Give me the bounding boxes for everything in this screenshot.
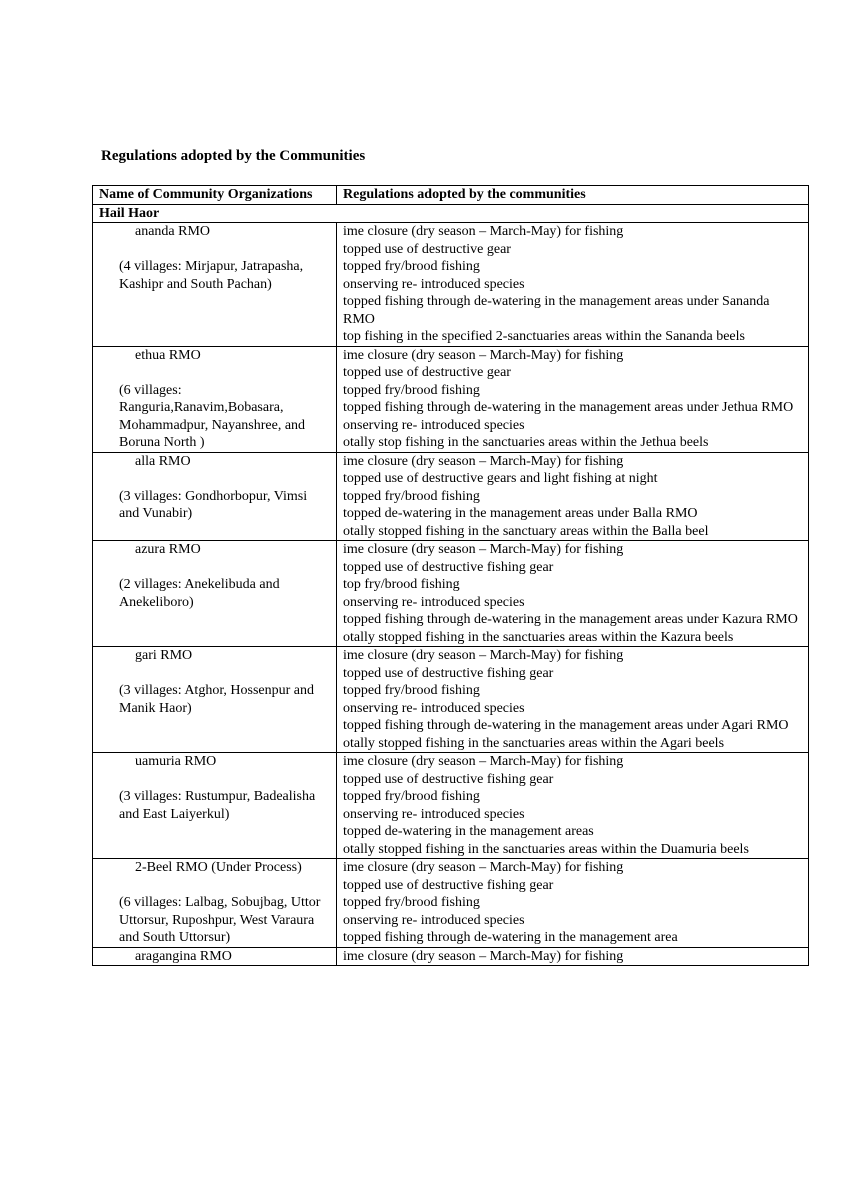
regulation-item: onserving re- introduced species: [343, 417, 525, 433]
org-name: aragangina RMO: [135, 948, 232, 964]
regulation-item: ime closure (dry season – March-May) for fishing: [343, 948, 624, 964]
regulation-item: top fry/brood fishing: [343, 577, 460, 592]
regulation-item: topped fishing through de-watering in the management areas under Jethua RMO: [343, 400, 794, 415]
section-label: Hail Haor: [93, 204, 809, 223]
regulation-item: onserving re- introduced species: [343, 700, 525, 716]
table-row: [93, 223, 809, 347]
table-row: [93, 647, 809, 753]
regulation-item: otally stopped fishing in the sanctuary areas within the Balla beel: [343, 523, 709, 539]
org-villages: (3 villages: Rustumpur, Badealisha and East Laiyerkul): [119, 789, 316, 822]
table-header-row: [93, 186, 809, 205]
table-row: [93, 753, 809, 859]
org-name: 2-Beel RMO (Under Process): [135, 860, 302, 875]
regulation-item: topped use of destructive fishing gear: [343, 665, 554, 681]
regulation-item: topped fry/brood fishing: [343, 488, 480, 504]
org-name: gari RMO: [135, 648, 193, 663]
org-name: ethua RMO: [135, 347, 201, 363]
regulation-item: ime closure (dry season – March-May) for fishing: [343, 347, 624, 363]
regulations-table: [92, 185, 809, 966]
regulation-item: ime closure (dry season – March-May) for fishing: [343, 542, 624, 557]
regulation-item: otally stop fishing in the sanctuaries areas within the Jethua beels: [343, 435, 709, 450]
regulations-cell: [337, 859, 809, 948]
regulations-cell: [337, 541, 809, 647]
regulation-item: topped fishing through de-watering in the management areas under Agari RMO: [343, 718, 789, 733]
org-villages: (4 villages: Mirjapur, Jatrapasha, Kashipr and South Pachan): [119, 259, 304, 292]
section-row: [93, 204, 809, 223]
header-regulations: Regulations adopted by the communities: [337, 186, 809, 205]
org-villages: (6 villages: Ranguria,Ranavim,Bobasara, Mohammadpur, Nayanshree, and Boruna North ): [119, 382, 306, 450]
org-cell: [93, 947, 337, 966]
regulations-cell: [337, 223, 809, 347]
regulation-item: topped use of destructive fishing gear: [343, 877, 554, 893]
regulation-item: topped fry/brood fishing: [343, 683, 480, 698]
regulation-item: topped use of destructive gear: [343, 241, 511, 257]
table-row: [93, 346, 809, 452]
org-villages: (3 villages: Atghor, Hossenpur and Manik Haor): [119, 683, 315, 716]
regulation-item: otally stopped fishing in the sanctuaries areas within the Duamuria beels: [343, 841, 749, 857]
regulations-cell: [337, 753, 809, 859]
table-row: [93, 452, 809, 541]
header-org: Name of Community Organizations: [93, 186, 337, 205]
org-villages: (3 villages: Gondhorbopur, Vimsi and Vunabir): [119, 488, 308, 521]
org-cell: [93, 452, 337, 541]
regulation-item: topped fishing through de-watering in the management areas under Kazura RMO: [343, 612, 798, 627]
regulations-cell: [337, 647, 809, 753]
org-cell: [93, 647, 337, 753]
regulation-item: top fishing in the specified 2-sanctuaries areas within the Sananda beels: [343, 329, 745, 344]
table-row: [93, 541, 809, 647]
org-villages: (2 villages: Anekelibuda and Anekeliboro): [119, 577, 280, 610]
regulation-item: topped fry/brood fishing: [343, 895, 480, 910]
regulations-cell: [337, 947, 809, 966]
regulations-cell: [337, 346, 809, 452]
table-row: [93, 859, 809, 948]
regulation-item: topped fry/brood fishing: [343, 382, 480, 398]
regulation-item: topped fishing through de-watering in the management areas under Sananda RMO: [343, 294, 770, 327]
org-cell: [93, 223, 337, 347]
org-cell: [93, 541, 337, 647]
regulation-item: onserving re- introduced species: [343, 276, 525, 292]
regulation-item: ime closure (dry season – March-May) for fishing: [343, 648, 624, 663]
regulation-item: onserving re- introduced species: [343, 806, 525, 822]
regulations-cell: [337, 452, 809, 541]
org-cell: [93, 346, 337, 452]
regulation-item: ime closure (dry season – March-May) for fishing: [343, 453, 624, 469]
regulation-item: topped use of destructive gear: [343, 365, 511, 380]
regulation-item: onserving re- introduced species: [343, 594, 525, 610]
regulation-item: topped de-watering in the management areas under Balla RMO: [343, 506, 698, 521]
regulation-item: otally stopped fishing in the sanctuaries areas within the Kazura beels: [343, 629, 734, 645]
org-name: azura RMO: [135, 542, 201, 557]
regulation-item: otally stopped fishing in the sanctuaries areas within the Agari beels: [343, 735, 725, 751]
regulation-item: topped use of destructive fishing gear: [343, 559, 554, 575]
regulation-item: ime closure (dry season – March-May) for fishing: [343, 860, 624, 875]
regulation-item: onserving re- introduced species: [343, 912, 525, 928]
regulation-item: topped de-watering in the management areas: [343, 824, 594, 839]
org-villages: (6 villages: Lalbag, Sobujbag, Uttor Uttorsur, Ruposhpur, West Varaura and South Uttorsur): [119, 895, 321, 945]
org-cell: [93, 859, 337, 948]
org-name: ananda RMO: [135, 224, 211, 239]
org-name: alla RMO: [135, 453, 191, 469]
org-cell: [93, 753, 337, 859]
regulation-item: ime closure (dry season – March-May) for fishing: [343, 754, 624, 769]
regulation-item: topped use of destructive gears and light fishing at night: [343, 471, 658, 486]
regulation-item: topped fishing through de-watering in the management area: [343, 930, 678, 945]
regulation-item: topped use of destructive fishing gear: [343, 771, 554, 787]
table-row: [93, 947, 809, 966]
page-title: Regulations adopted by the Communities: [101, 148, 366, 164]
regulation-item: topped fry/brood fishing: [343, 259, 480, 274]
regulation-item: topped fry/brood fishing: [343, 789, 480, 804]
regulation-item: ime closure (dry season – March-May) for fishing: [343, 224, 624, 239]
org-name: uamuria RMO: [135, 754, 217, 769]
